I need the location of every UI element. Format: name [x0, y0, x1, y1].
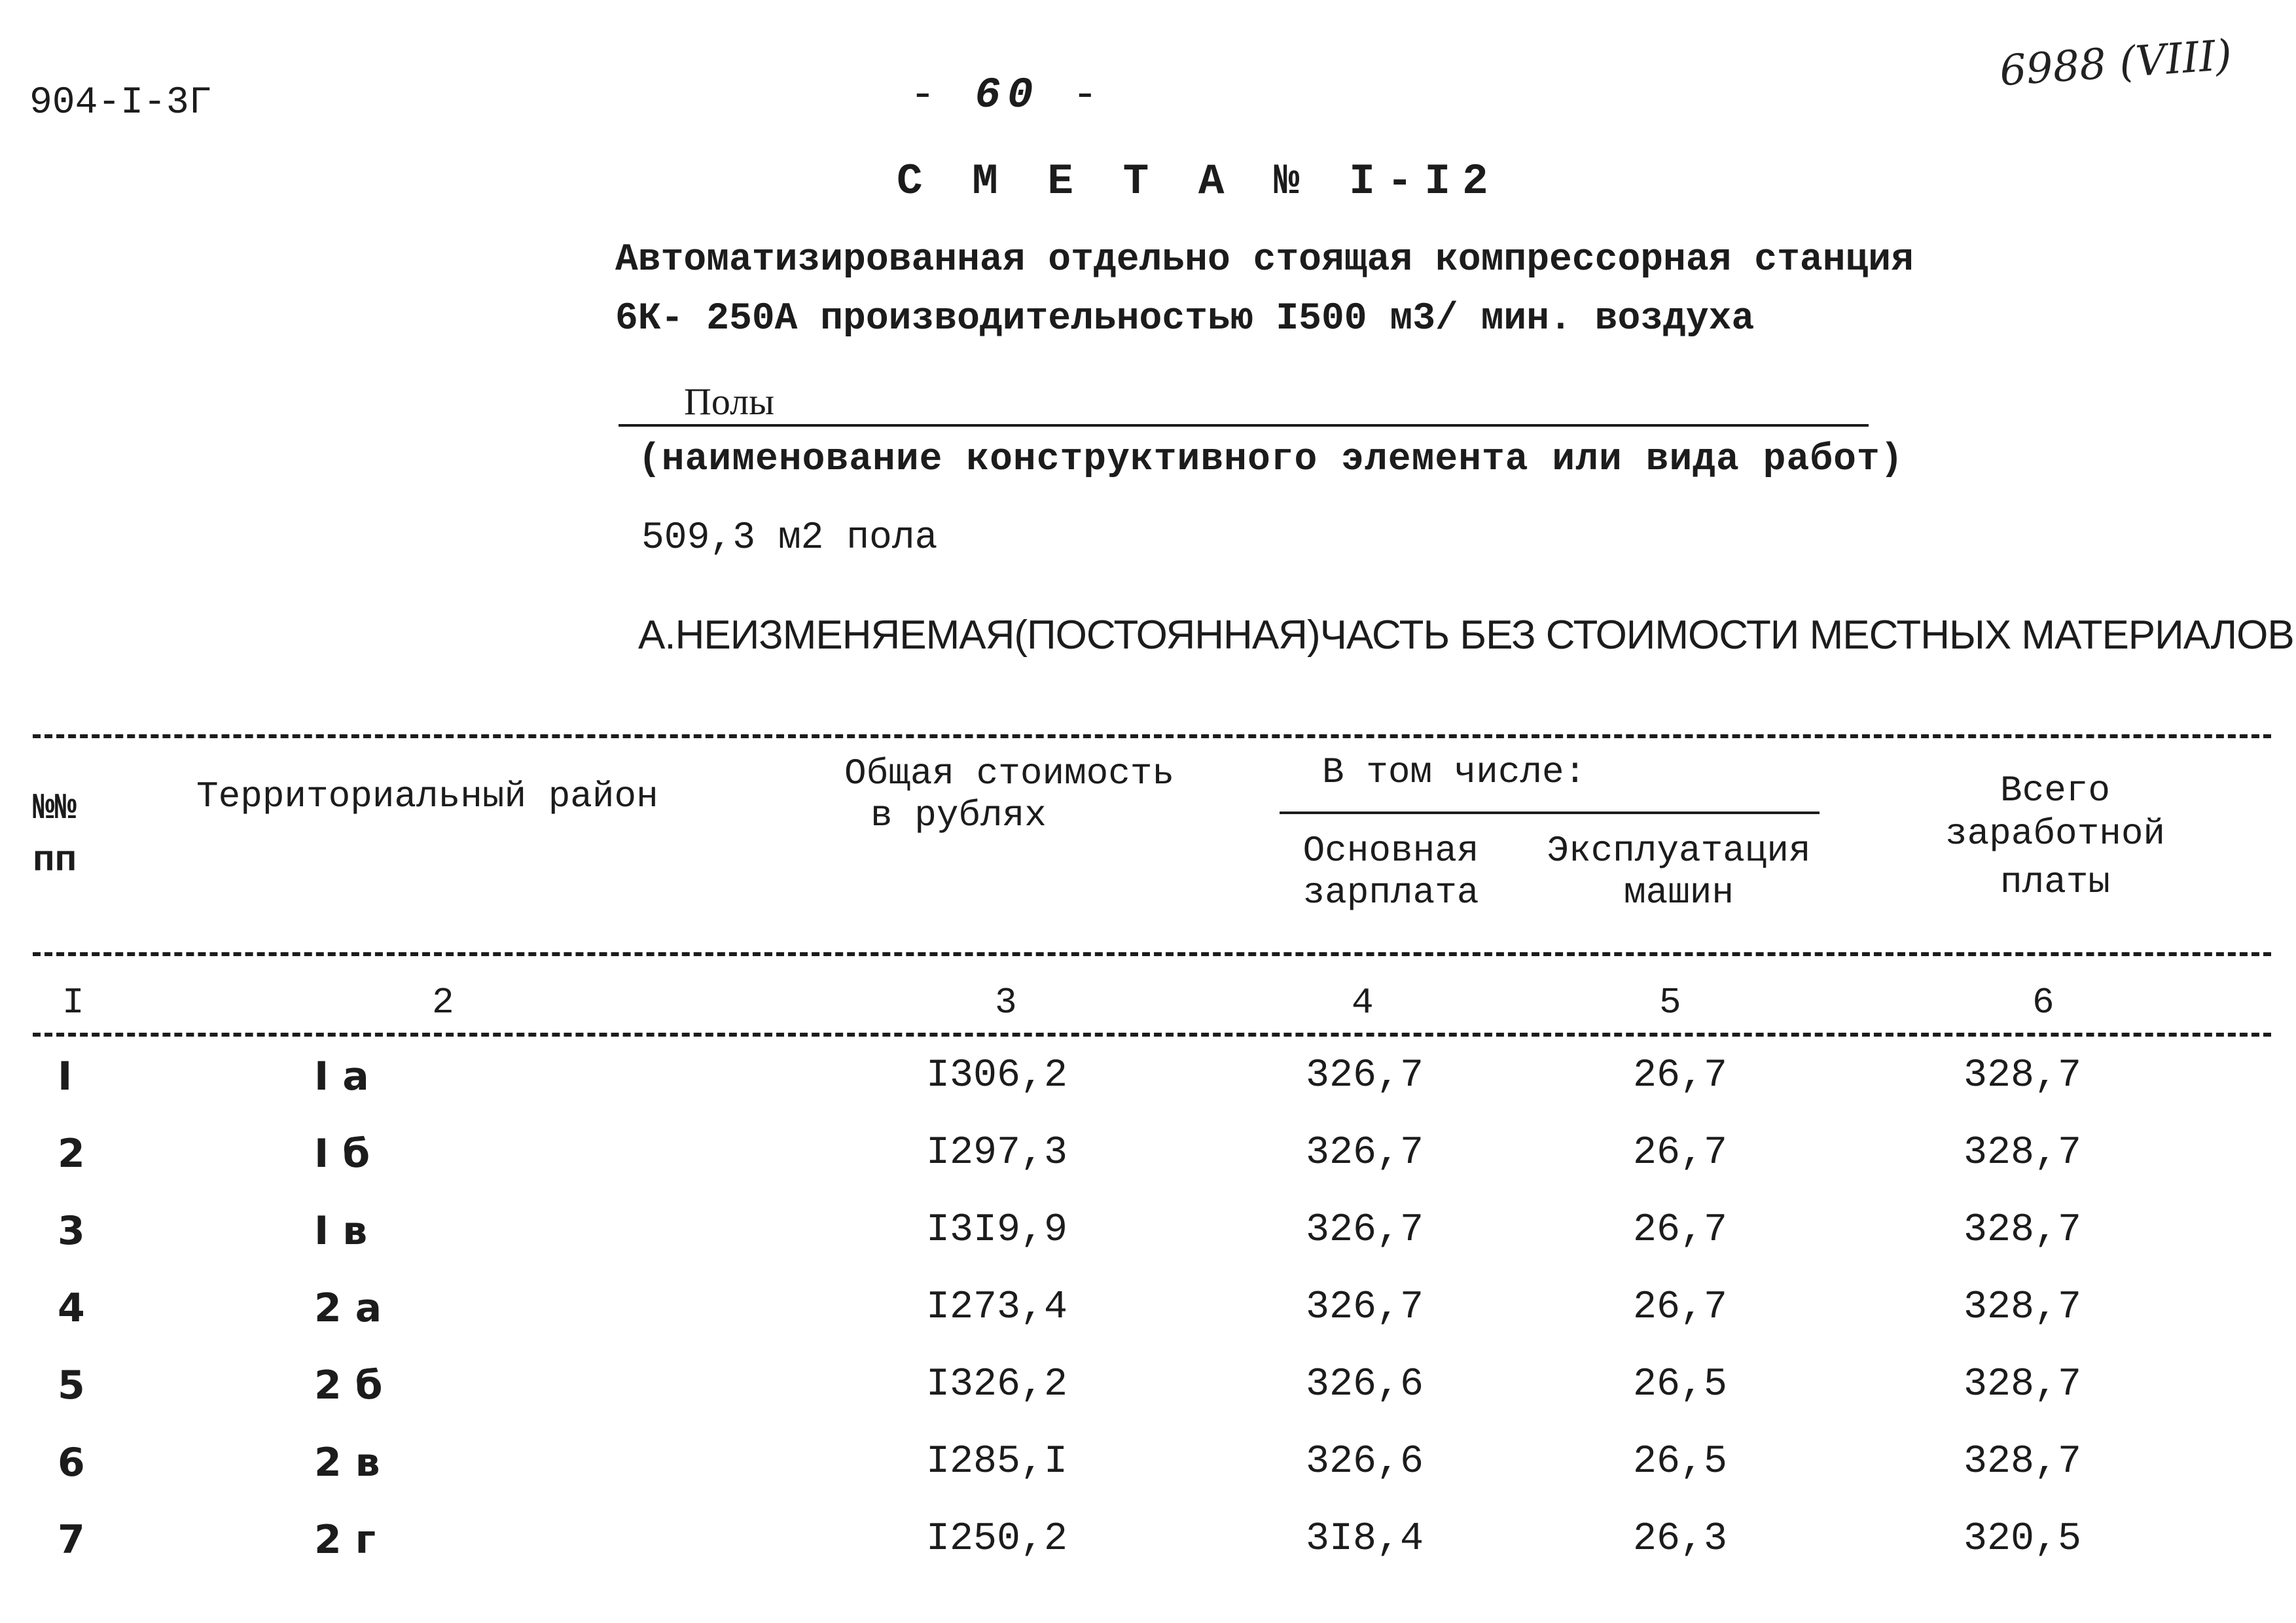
header-total-line1: Общая стоимость: [844, 753, 1175, 794]
cell-machine: 26,7: [1633, 1131, 1728, 1175]
column-number-1: I: [62, 982, 84, 1024]
table-top-rule: [33, 734, 2271, 738]
column-number-6: 6: [2032, 982, 2054, 1024]
subtitle-line-2: 6К- 250А производительностью I500 м3/ мин. воздуха: [615, 298, 1755, 340]
cell-payroll: 328,7: [1964, 1131, 2082, 1175]
header-machine-line2: машин: [1623, 872, 1734, 914]
cell-machine: 26,7: [1633, 1208, 1728, 1253]
page-number: [910, 71, 1105, 120]
header-row-number: [33, 782, 77, 887]
table-row: [0, 1363, 2296, 1435]
section-title: А.НЕИЗМЕНЯЕМАЯ(ПОСТОЯННАЯ)ЧАСТЬ БЕЗ СТОИМОСТИ МЕСТНЫХ МАТЕРИАЛОВ: [638, 613, 2294, 658]
cell-payroll: 328,7: [1964, 1285, 2082, 1330]
cell-machine: 26,3: [1633, 1517, 1728, 1561]
cell-region: 2 б: [314, 1363, 383, 1408]
cell-region: 2 а: [314, 1285, 382, 1331]
header-payroll-line2: заработной: [1945, 813, 2166, 855]
page-number-dash-left: -: [910, 71, 942, 120]
column-number-2: 2: [432, 982, 454, 1024]
estimate-title: С М Е Т А № I-I2: [897, 157, 1500, 206]
cell-region: I в: [314, 1208, 368, 1254]
cell-machine: 26,5: [1633, 1440, 1728, 1484]
header-total-cost: [844, 753, 1174, 836]
cell-total: I285,I: [926, 1440, 1068, 1484]
table-row: [0, 1208, 2296, 1280]
element-name: Полы: [684, 380, 775, 423]
header-payroll-line1: Всего: [2000, 770, 2111, 812]
cell-region: I а: [314, 1054, 369, 1099]
handwritten-note: 6988 (VIII): [1998, 31, 2234, 96]
cell-region: 2 в: [314, 1440, 380, 1486]
header-territory: Территориальный район: [196, 776, 658, 817]
cell-payroll: 320,5: [1964, 1517, 2082, 1561]
header-total-line2: в рублях: [870, 794, 1047, 836]
table-header-rule: [33, 952, 2271, 956]
table-row: [0, 1440, 2296, 1512]
element-underline: [619, 424, 1869, 427]
cell-number: 3: [58, 1208, 85, 1254]
header-base-wage: [1270, 830, 1512, 914]
header-wage-line2: зарплата: [1302, 872, 1479, 914]
cell-wage: 326,7: [1306, 1054, 1424, 1098]
header-payroll-line3: платы: [2000, 861, 2111, 903]
table-row: [0, 1285, 2296, 1357]
cell-machine: 26,5: [1633, 1363, 1728, 1407]
cell-total: I326,2: [926, 1363, 1068, 1407]
page-number-value: 60: [975, 71, 1040, 120]
cell-wage: 326,6: [1306, 1440, 1424, 1484]
table-colnum-rule: [33, 1033, 2271, 1037]
cell-payroll: 328,7: [1964, 1054, 2082, 1098]
cell-total: I250,2: [926, 1517, 1068, 1561]
table-row: [0, 1054, 2296, 1126]
cell-payroll: 328,7: [1964, 1208, 2082, 1253]
header-row-number-line1: №№: [33, 787, 77, 829]
quantity: 509,3 м2 пола: [641, 517, 938, 560]
column-number-3: 3: [995, 982, 1017, 1024]
cell-number: 7: [58, 1517, 85, 1563]
cell-total: I3I9,9: [926, 1208, 1068, 1253]
cell-wage: 326,7: [1306, 1285, 1424, 1330]
header-wage-line1: Основная: [1302, 830, 1479, 872]
cell-wage: 326,7: [1306, 1208, 1424, 1253]
cell-wage: 326,7: [1306, 1131, 1424, 1175]
cell-payroll: 328,7: [1964, 1440, 2082, 1484]
page-number-dash-right: -: [1072, 71, 1105, 120]
cell-total: I297,3: [926, 1131, 1068, 1175]
table-row: [0, 1131, 2296, 1203]
cell-region: 2 г: [314, 1517, 376, 1563]
column-number-5: 5: [1659, 982, 1681, 1024]
header-machine-operation: [1525, 830, 1833, 914]
header-machine-line1: Эксплуатация: [1547, 830, 1811, 872]
cell-number: 6: [58, 1440, 85, 1486]
document-code: 904-I-3Г: [29, 82, 212, 124]
cell-wage: 326,6: [1306, 1363, 1424, 1407]
cell-machine: 26,7: [1633, 1054, 1728, 1098]
cell-number: I: [58, 1054, 73, 1099]
header-including-rule: [1280, 812, 1820, 814]
header-row-number-line2: пп: [33, 840, 77, 882]
cell-total: I273,4: [926, 1285, 1068, 1330]
header-total-payroll: [1885, 769, 2225, 904]
element-caption: (наименование конструктивного элемента или вида работ): [638, 438, 1904, 481]
cell-wage: 3I8,4: [1306, 1517, 1424, 1561]
header-including: В том числе:: [1322, 751, 1587, 793]
subtitle-line-1: Автоматизированная отдельно стоящая компрессорная станция: [615, 239, 1914, 281]
cell-total: I306,2: [926, 1054, 1068, 1098]
cell-region: I б: [314, 1131, 370, 1177]
cell-number: 4: [58, 1285, 85, 1331]
cell-number: 2: [58, 1131, 85, 1177]
cell-number: 5: [58, 1363, 85, 1408]
column-number-4: 4: [1352, 982, 1374, 1024]
cell-machine: 26,7: [1633, 1285, 1728, 1330]
cell-payroll: 328,7: [1964, 1363, 2082, 1407]
table-row: [0, 1517, 2296, 1589]
